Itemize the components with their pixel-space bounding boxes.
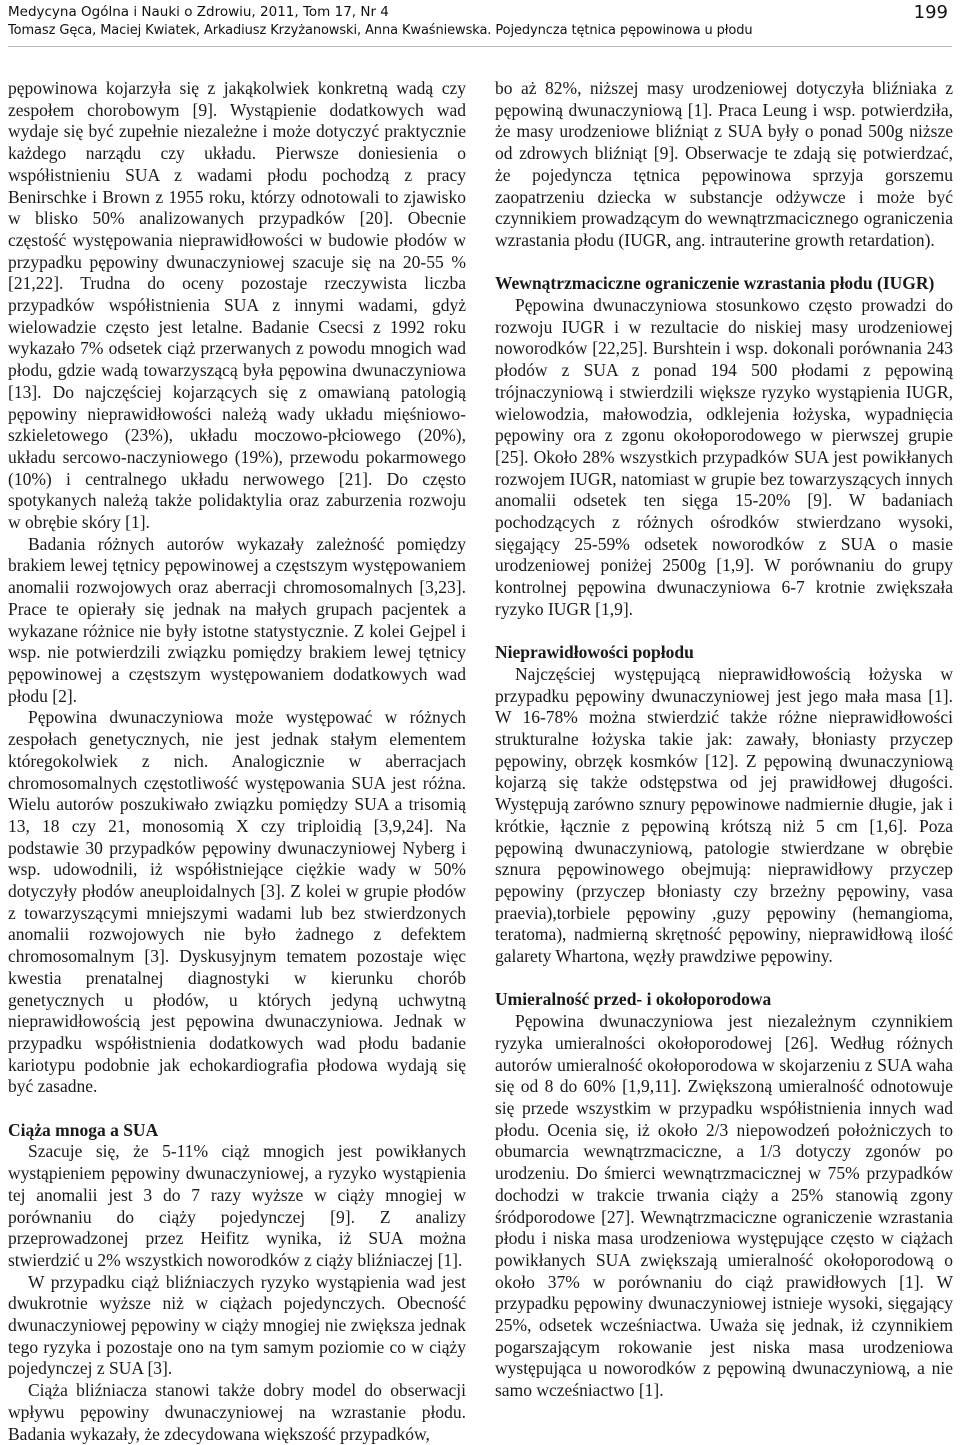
section-heading: Wewnątrzmaciczne ograniczenie wzrastania płodu (IUGR) — [495, 273, 935, 294]
right-column — [495, 78, 953, 1402]
paragraph: Najczęściej występującą nieprawidłowością łożyska w przypadku pępowiny dwunaczyniowej jest jego mała masa [1]. W 16-78% można stwierdzić także różne nieprawidłowości strukturalne łożyska takie jak: zawały, błoniasty przyczep pępowiny, obrzęk kosmków [12]. Z pępowiną dwunaczyniową kojarzą się także odstępstwa od jej prawidłowej długości. Występują zarówno sznury pępowinowe nadmiernie długie, jak i krótkie, łącznie z pępowiną krótszą niż 5 cm [1,6]. Poza pępowiną dwunaczyniową, patologie stwierdzane w obrębie sznura pępowinowego obejmują: nieprawidłowy przyczep pępowiny (przyczep błoniasty czy brzeżny pępowiny, vasa praevia),torbiele pępowiny ,guzy pępowiny (hemangioma, teratoma), nadmierną skrętność pępowiny, nieprawidłową ilość galarety Whartona, węzły prawdziwe pępowiny. — [495, 663, 953, 967]
section-gap — [495, 252, 953, 274]
section-heading: Nieprawidłowości popłodu — [495, 642, 694, 663]
paragraph: bo aż 82%, niższej masy urodzeniowej dotyczyła bliźniaka z pępowiną dwunaczyniową [1]. Praca Leung i wsp. potwierdziła, że masy urodzeniowe bliźniąt z SUA były o ponad 500g niższe od zdrowych bliźniąt [9]. Obserwacje te zdają się potwierdzać, że pojedyncza tętnica pępowinowa sprzyja gorszemu zaopatrzeniu dziecka w substancje odżywcze i może być czynnikiem prowadzącym do wewnątrzmacicznego ograniczenia wzrastania płodu (IUGR, ang. intrauterine growth retardation). — [495, 78, 953, 250]
section-gap — [8, 1098, 466, 1120]
section-heading: Ciąża mnoga a SUA — [8, 1119, 159, 1140]
paragraph: Szacuje się, że 5-11% ciąż mnogich jest powikłanych wystąpieniem pępowiny dwunaczyniowej, a ryzyko wystąpienia tej anomalii jest 3 do 7 razy wyższe w ciąży mnogiej w porównaniu do ciąży pojedynczej [9]. Z analizy przeprowadzonej przez Heifitz wynika, iż SUA można stwierdzić u 2% wszystkich noworodków z ciąży bliźniaczej [1]. — [8, 1141, 466, 1270]
running-header — [8, 0, 952, 46]
paragraph: W przypadku ciąż bliźniaczych ryzyko wystąpienia wad jest dwukrotnie wyższe niż w ciążach pojedynczych. Obecność dwunaczyniowej pępowiny w ciąży mnogiej nie zwiększa jednak tego ryzyka i pozostaje ono na tym samym poziomie co w ciąży pojedynczej z SUA [3]. — [8, 1271, 466, 1379]
section-gap — [495, 621, 953, 643]
section-gap — [495, 968, 953, 990]
paragraph: Badania różnych autorów wykazały zależność pomiędzy brakiem lewej tętnicy pępowinowej a częstszym występowaniem anomalii rozwojowych oraz aberracji chromosomalnych [3,23]. Prace te opierały się jednak na małych grupach pacjentek a wykazane różnice nie były istotne statystycznie. Z kolei Gejpel i wsp. nie potwierdzili związku pomiędzy brakiem lewej tętnicy pępowinowej a częstszym występowaniem dodatkowych wad płodu [2]. — [8, 533, 466, 706]
authors-and-title: Tomasz Gęca, Maciej Kwiatek, Arkadiusz Krzyżanowski, Anna Kwaśniewska. Pojedyncza tętnica pępowinowa u płodu — [8, 23, 753, 38]
left-column — [8, 78, 466, 1445]
paragraph: pępowinowa kojarzyła się z jakąkolwiek konkretną wadą czy zespołem chorobowym [9]. Wystąpienie dodatkowych wad wydaje się być zupełnie niezależne i może dotyczyć praktycznie każdego narządu czy układu. Pierwsze doniesienia o współistnieniu SUA z wadami płodu pochodzą z pracy Benirschke i Brown z 1955 roku, którzy odnotowali to zjawisko w blisko 50% analizowanych przypadków [20]. Obecnie częstość występowania nieprawidłowości w budowie płodów w przypadku pępowiny dwunaczyniowej szacuje się na 20-55 % [21,22]. Trudna do oceny pozostaje rzeczywista liczba przypadków współistnienia SUA z innymi wadami, gdyż wielowadzie często jest letalne. Badanie Csecsi z 1992 roku wykazało 7% odsetek ciąż przerwanych z powodu mnogich wad płodu, gdzie wadą towarzyszącą była pępowina dwunaczyniowa [13]. Do najczęściej kojarzących się z omawianą patologią pępowiny nieprawidłowości należą wady układu mięśniowo-szkieletowego (23%), układu moczowo-płciowego (20%), układu sercowo-naczyniowego (19%), przewodu pokarmowego (10%) i centralnego układu nerwowego [21]. Do często spotykanych należą także polidaktylia oraz zaburzenia rozwoju w obrębie skóry [1]. — [8, 78, 466, 533]
journal-citation: Medycyna Ogólna i Nauki o Zdrowiu, 2011, Tom 17, Nr 4 — [8, 4, 389, 20]
paragraph: Pępowina dwunaczyniowa stosunkowo często prowadzi do rozwoju IUGR i w rezultacie do niskiej masy urodzeniowej noworodków [22,25]. Burshtein i wsp. dokonali porównania 243 płodów z SUA z ponad 194 500 płodami z pępowiną trójnaczyniową i stwierdzili większe ryzyko wystąpienia IUGR, wielowodzia, małowodzia, odklejenia łożyska, wypadnięcia pępowiny ora z zgonu okołoporodowego w pierwszej grupie [25]. Około 28% wszystkich przypadków SUA jest powikłanych rozwojem IUGR, natomiast w grupie bez towarzyszących innych anomalii odsetek ten sięga 15-20% [9]. W badaniach pochodzących z różnych ośrodków stwierdzano wysoki, sięgający 25-59% odsetek noworodków z SUA o masie urodzeniowej poniżej 2500g [1,9]. W porównaniu do grupy kontrolnej pępowina dwunaczyniowa 6-7 krotnie zwiększała ryzyko IUGR [1,9]. — [495, 295, 953, 619]
page-number: 199 — [913, 2, 948, 23]
paragraph: Ciąża bliźniacza stanowi także dobry model do obserwacji wpływu pępowiny dwunaczyniowej na wzrastanie płodu. Badania wykazały, że zdecydowana większość przypadków, — [8, 1380, 466, 1444]
section-heading: Umieralność przed- i okołoporodowa — [495, 989, 772, 1010]
paragraph: Pępowina dwunaczyniowa może występować w różnych zespołach genetycznych, nie jest jednak stałym elementem któregokolwiek z nich. Analogicznie w aberracjach chromosomalnych częstotliwość występowania SUA jest różna. Wielu autorów poszukiwało związku pomiędzy SUA a trisomią 13, 18 czy 21, monosomią X czy triploidią [3,9,24]. Na podstawie 30 przypadków pępowiny dwunaczyniowej Nyberg i wsp. udowodnili, iż współistniejące ciężkie wady w 50% dotyczyły płodów aneuploidalnych [3]. Z kolei w grupie płodów z towarzyszącymi mniejszymi wadami lub bez stwierdzonych anomalii rozwojowych nie było żadnego z defektem chromosomalnym [3]. Dyskusyjnym tematem pozostaje więc kwestia prenatalnej diagnostyki w kierunku chorób genetycznych u płodów, u których jedyną uchwytną nieprawidłowością jest pępowina dwunaczyniowa. Jednak w przypadku współistnienia dodatkowych wad płodu badanie kariotypu podobnie jak echokardiografia płodowa wydają się być zasadne. — [8, 707, 466, 1097]
header-rule — [8, 46, 952, 47]
paragraph: Pępowina dwunaczyniowa jest niezależnym czynnikiem ryzyka umieralności okołoporodowej [26]. Według różnych autorów umieralność okołoporodowa w skojarzeniu z SUA waha się od 8 do 60% [1,9,11]. Zwiększoną umieralność odnotowuje się przede wszystkim w przypadku współistnienia innych wad płodu. Ocenia się, iż około 2/3 niepowodzeń położniczych to obumarcia wewnątrzmaciczne, a 1/3 dotyczy zgonów po urodzeniu. Do śmierci wewnątrzmacicznej w 75% przypadków dochodzi w trakcie trwania ciąży a 25% stanowią zgony śródporodowe [27]. Wewnątrzmaciczne ograniczenie wzrastania płodu i niska masa urodzeniowa występujące często w ciążach powikłanych SUA zwiększają umieralność okołoporodową o około 37% w porównaniu do ciąż prawidłowych [1]. W przypadku pępowiny dwunaczyniowej istnieje wysoki, sięgający 25%, odsetek wcześniactwa. Uważa się jednak, iż czynnikiem pogarszającym rokowanie jest niska masa urodzeniowa występująca u noworodków z pępowiną dwunaczyniową, a nie samo wcześniactwo [1]. — [495, 1011, 953, 1401]
